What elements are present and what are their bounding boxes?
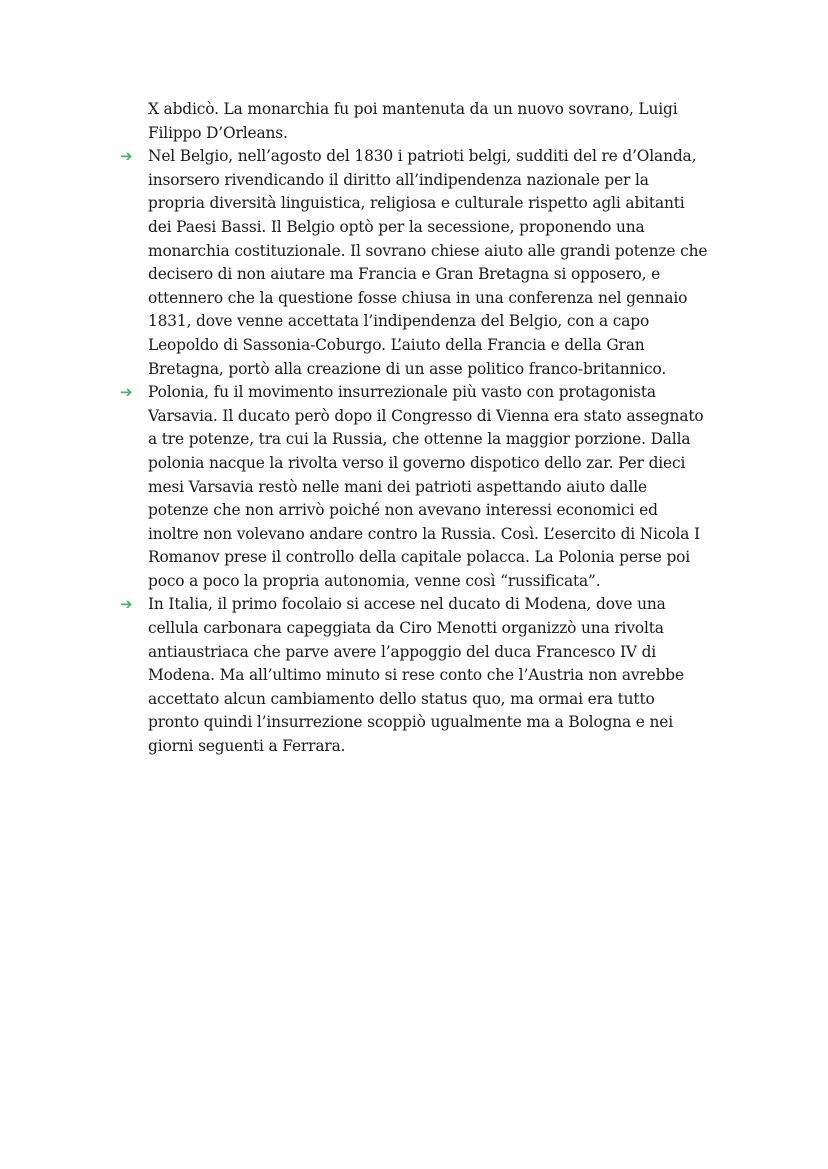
continuation-paragraph: X abdicò. La monarchia fu poi mantenuta da un nuovo sovrano, Luigi Filippo D’Orleans.	[148, 100, 678, 142]
list-item-belgio	[120, 145, 740, 381]
list-item-text: In Italia, il primo focolaio si accese nel ducato di Modena, dove una cellula carbonara capeggiata da Ciro Menotti organizzò una rivolta antiaustriaca che parve avere l’appoggio del duca Francesco IV di Modena. Ma all’ultimo minuto si rese conto che l’Austria non avrebbe accettato alcun cambiamento dello status quo, ma ormai era tutto pronto quindi l’insurrezione scoppiò ugualmente ma a Bologna e nei giorni seguenti a Ferrara.	[148, 595, 684, 756]
list-item-italia	[120, 593, 740, 758]
arrow-right-icon: ➔	[120, 595, 133, 614]
list-item-text: Polonia, fu il movimento insurrezionale più vasto con protagonista Varsavia. Il ducato però dopo il Congresso di Vienna era stato assegnato a tre potenze, tra cui la Russia, che ottenne la maggior porzione. Dalla polonia nacque la rivolta verso il governo dispotico dello zar. Per dieci mesi Varsavia restò nelle mani dei patrioti aspettando aiuto dalle potenze che non arrivò poiché non avevano interessi economici ed inoltre non volevano andare contro la Russia. Così. L’esercito di Nicola I Romanov prese il controllo della capitale polacca. La Polonia perse poi poco a poco la propria autonomia, venne così “russificata”.	[148, 383, 704, 590]
document-body	[120, 98, 740, 759]
list-item-text: Nel Belgio, nell’agosto del 1830 i patrioti belgi, sudditi del re d’Olanda, insorsero rivendicando il diritto all’indipendenza nazionale per la propria diversità linguistica, religiosa e culturale rispetto agli abitanti dei Paesi Bassi. Il Belgio optò per la secessione, proponendo una monarchia costituzionale. Il sovrano chiese aiuto alle grandi potenze che decisero di non aiutare ma Francia e Gran Bretagna si opposero, e ottennero che la questione fosse chiusa in una conferenza nel gennaio 1831, dove venne accettata l’indipendenza del Belgio, con a capo Leopoldo di Sassonia-Coburgo. L’aiuto della Francia e della Gran Bretagna, portò alla creazione di un asse politico franco-britannico.	[148, 147, 708, 378]
arrow-right-icon: ➔	[120, 147, 133, 166]
arrow-right-icon: ➔	[120, 383, 133, 402]
bullet-list	[120, 145, 740, 758]
list-item-polonia	[120, 381, 740, 593]
